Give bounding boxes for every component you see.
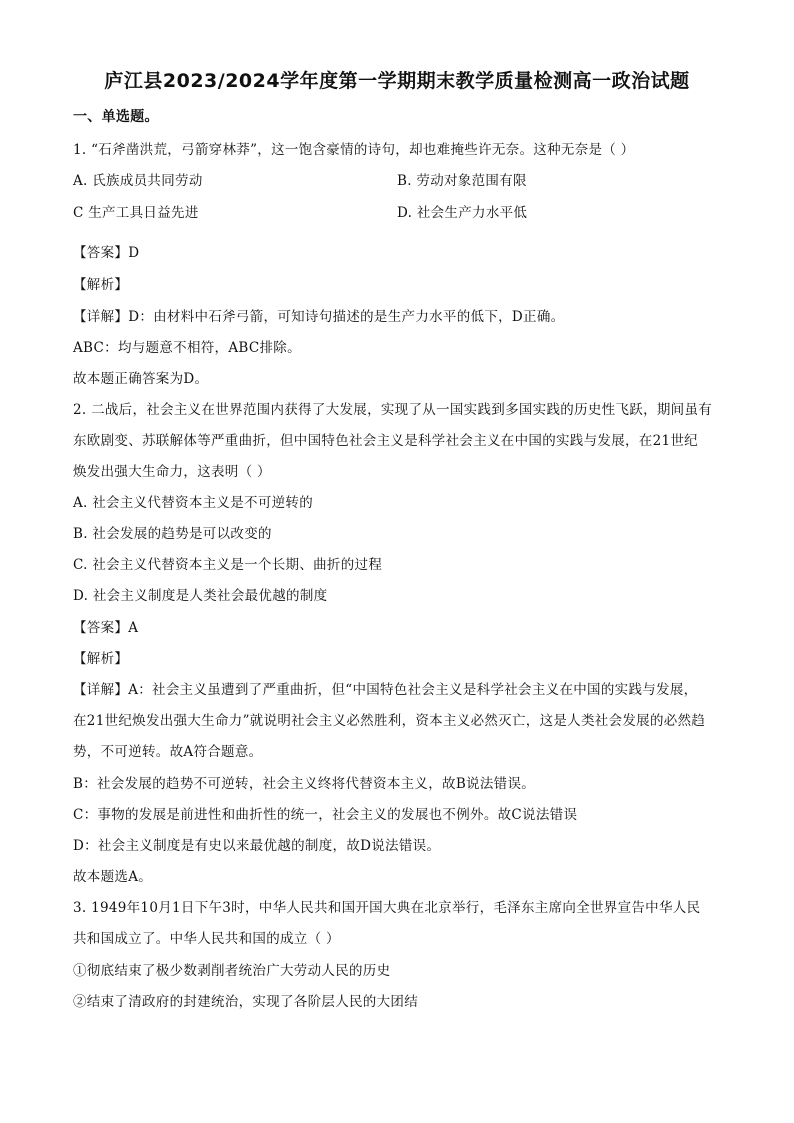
q2-detail-4: B：社会发展的趋势不可逆转，社会主义终将代替资本主义，故B说法错误。 <box>73 776 536 792</box>
q2-detail-5: C：事物的发展是前进性和曲折性的统一，社会主义的发展也不例外。故C说法错误 <box>73 807 578 823</box>
q2-detail-1: 【详解】A：社会主义虽遭到了严重曲折，但“中国特色社会主义是科学社会主义在中国的实践与发展， <box>73 682 698 698</box>
q2-answer: 【答案】A <box>73 620 139 636</box>
q2-option-c: C. 社会主义代替资本主义是一个长期、曲折的过程 <box>73 557 383 573</box>
q2-option-d: D. 社会主义制度是人类社会最优越的制度 <box>73 588 328 604</box>
q1-analysis-label: 【解析】 <box>73 277 129 293</box>
q2-detail-3: 势，不可逆转。故A符合题意。 <box>73 744 263 760</box>
q1-option-d: D. 社会生产力水平低 <box>397 205 528 221</box>
q1-answer: 【答案】D <box>73 245 140 261</box>
q2-analysis-label: 【解析】 <box>73 651 129 667</box>
q1-stem: 1. “石斧凿洪荒，弓箭穿林莽”，这一饱含豪情的诗句，却也难掩些许无奈。这种无奈是（ ） <box>73 142 635 158</box>
q2-option-a: A. 社会主义代替资本主义是不可逆转的 <box>73 495 314 511</box>
q1-option-b: B. 劳动对象范围有限 <box>397 173 527 189</box>
q1-detail-3: 故本题正确答案为D。 <box>73 371 209 387</box>
q3-statement-2: ②结束了清政府的封建统治，实现了各阶层人民的大团结 <box>73 994 418 1010</box>
q2-stem-line-1: 2. 二战后，社会主义在世界范围内获得了大发展，实现了从一国实践到多国实践的历史性飞跃，期间虽有 <box>73 402 713 418</box>
exam-title: 庐江县2023/2024学年度第一学期期末教学质量检测高一政治试题 <box>104 70 690 92</box>
q1-detail-2: ABC：均与题意不相符，ABC排除。 <box>73 340 301 356</box>
section-heading: 一、单选题。 <box>73 109 159 125</box>
q2-detail-7: 故本题选A。 <box>73 869 153 885</box>
q3-stem-line-1: 3. 1949年10月1日下午3时，中华人民共和国开国大典在北京举行，毛泽东主席向全世界宣告中华人民 <box>73 900 701 916</box>
q3-statement-1: ①彻底结束了极少数剥削者统治广大劳动人民的历史 <box>73 963 391 979</box>
q2-stem-line-2: 东欧剧变、苏联解体等严重曲折，但中国特色社会主义是科学社会主义在中国的实践与发展，在21世纪 <box>73 433 698 449</box>
q2-stem-line-3: 焕发出强大生命力，这表明（ ） <box>73 464 271 480</box>
q2-detail-6: D：社会主义制度是有史以来最优越的制度，故D说法错误。 <box>73 838 441 854</box>
q1-option-c: C 生产工具日益先进 <box>73 205 199 221</box>
q1-detail-1: 【详解】D：由材料中石斧弓箭，可知诗句描述的是生产力水平的低下，D正确。 <box>73 309 565 325</box>
q2-detail-2: 在21世纪焕发出强大生命力”就说明社会主义必然胜利，资本主义必然灭亡，这是人类社会发展的必然趋 <box>73 713 706 729</box>
q2-option-b: B. 社会发展的趋势是可以改变的 <box>73 526 272 542</box>
q1-option-a: A. 氏族成员共同劳动 <box>73 173 203 189</box>
q3-stem-line-2: 共和国成立了。中华人民共和国的成立（ ） <box>73 931 340 947</box>
